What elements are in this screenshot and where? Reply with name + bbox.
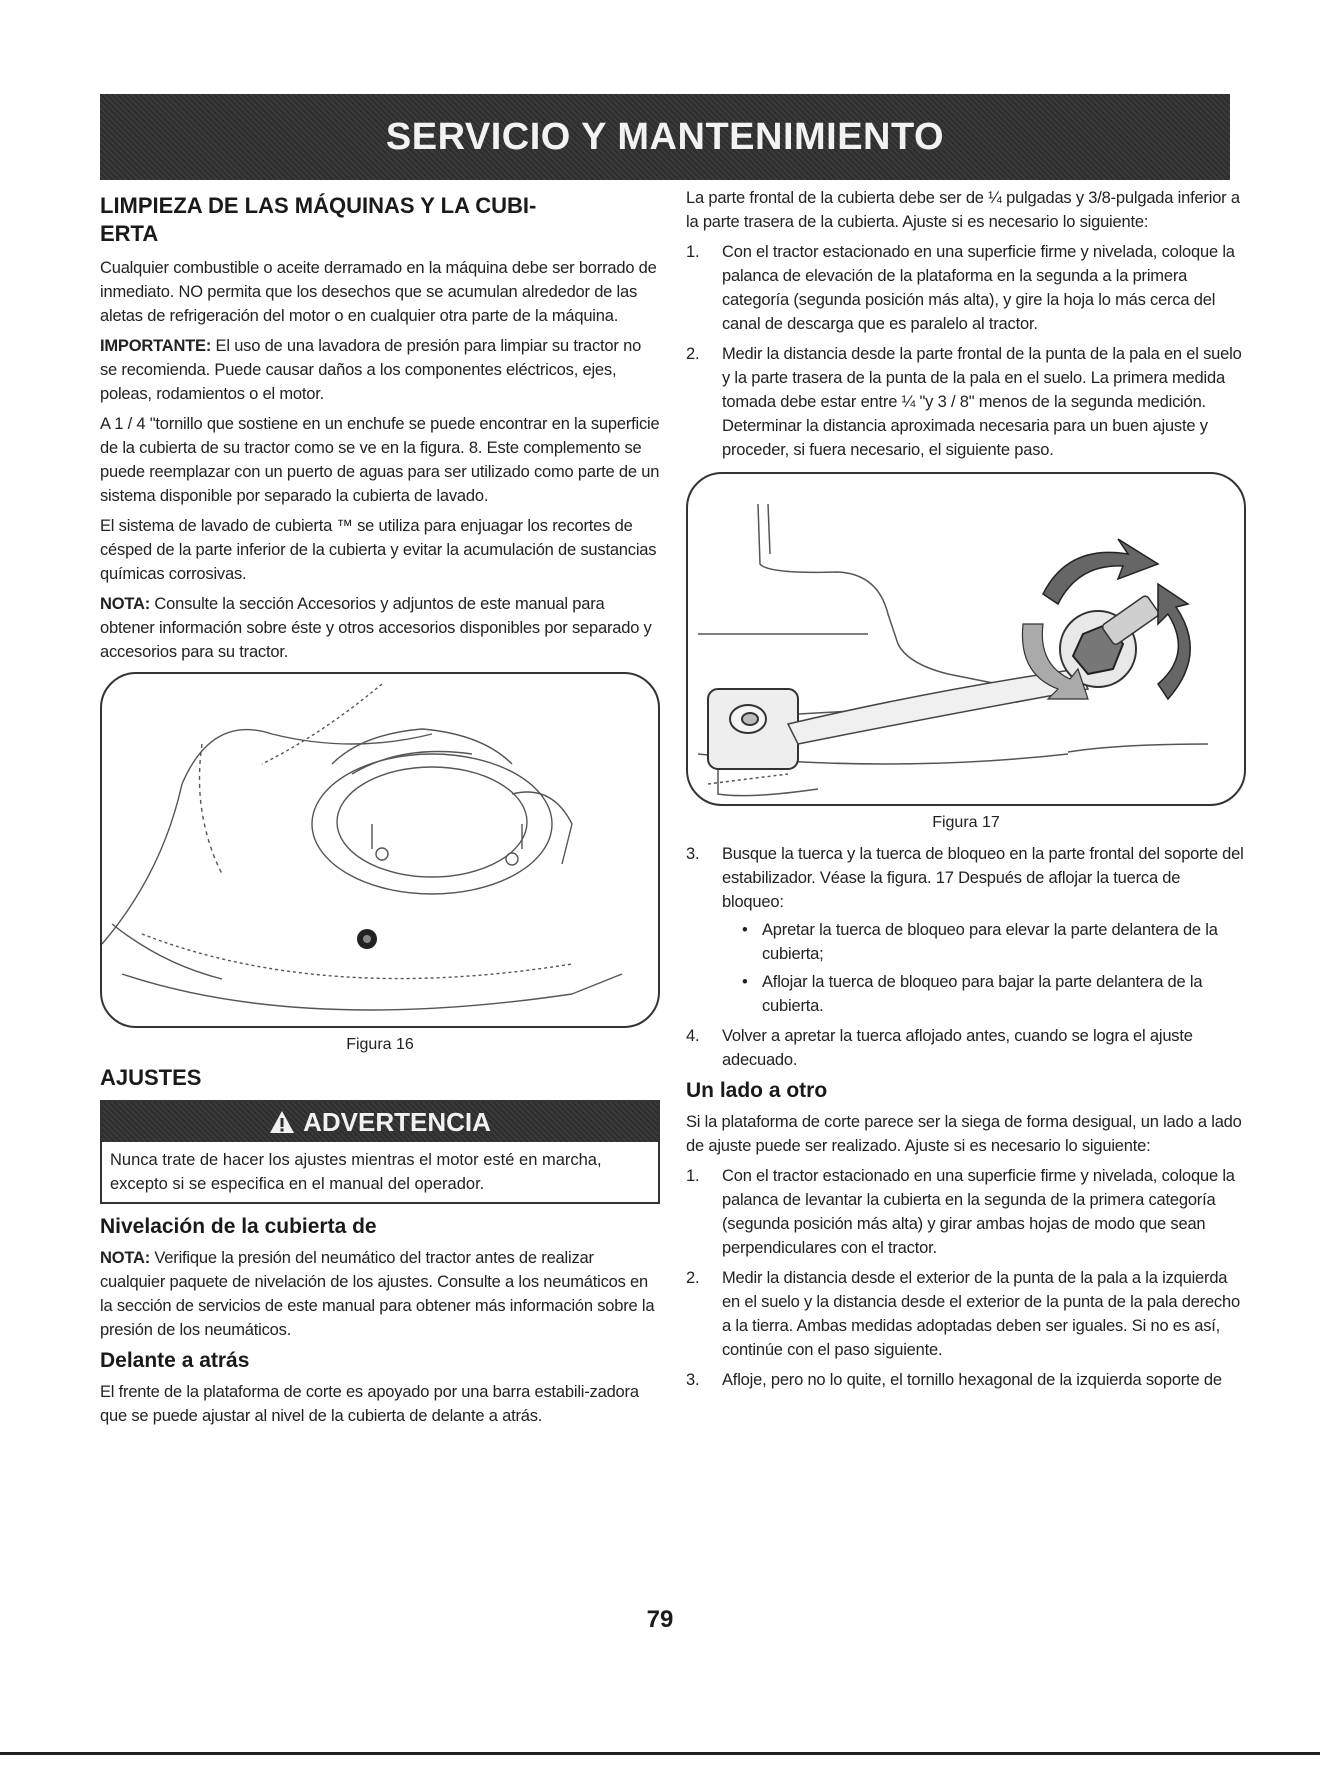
step-text: Con el tractor estacionado en una superficie firme y nivelada, coloque la palanca de elevación de la plataforma en la segunda a la primera categoría (segunda posición más alta), y gire la hoja lo más cerca del canal de descarga que es paralelo al tractor. <box>722 243 1235 333</box>
bullet-text: Aflojar la tuerca de bloqueo para bajar la parte delantera de la cubierta. <box>762 973 1203 1015</box>
step-text: Medir la distancia desde la parte frontal de la punta de la pala en el suelo y la parte trasera de la punta de la pala en el suelo. La primera medida tomada debe estar entre ¼ "y 3 / 8" menos de la segunda medición. Determinar la distancia aproximada necesaria para un buen ajuste y proceder, si fuera necesario, el siguiente paso. <box>722 345 1242 459</box>
figure-17-caption: Figura 17 <box>932 814 1000 831</box>
wash-system-paragraph: El sistema de lavado de cubierta ™ se utiliza para enjuagar los recortes de césped de la parte inferior de la cubierta y evitar la acumulación de sustancias químicas corrosivas. <box>100 517 657 583</box>
mower-deck-drawing <box>102 674 660 1026</box>
list-item <box>686 240 1246 336</box>
list-item <box>722 918 1246 966</box>
left-column <box>100 186 660 1434</box>
step-number: 4. <box>686 1027 700 1045</box>
bullet-text: Apretar la tuerca de bloqueo para elevar la parte delantera de la cubierta; <box>762 921 1218 963</box>
note-paragraph <box>100 592 660 664</box>
figure-17-illustration <box>686 472 1246 806</box>
leveling-note-text: Verifique la presión del neumático del tractor antes de realizar cualquier paquete de nivelación de los ajustes. Consulte a los neumáticos en la sección de servicios de este manual para obtener más información sobre la presión de los neumáticos. <box>100 1249 655 1339</box>
list-item <box>686 1266 1246 1362</box>
side-to-side-steps <box>686 1164 1246 1392</box>
leveling-note-label: NOTA: <box>100 1249 151 1267</box>
list-item <box>722 970 1246 1018</box>
figure-16-illustration <box>100 672 660 1028</box>
stabilizer-bar-drawing <box>688 474 1244 804</box>
warning-header <box>102 1102 658 1142</box>
note-label: NOTA: <box>100 595 151 613</box>
warning-text: Nunca trate de hacer los ajustes mientras el motor esté en marcha, excepto si se especifica en el manual del operador. <box>110 1151 602 1193</box>
step-text: Con el tractor estacionado en una superficie firme y nivelada, coloque la palanca de levantar la cubierta en la segunda de la primera categoría (segunda posición más alta) y girar ambas hojas de modo que sean perpendiculares con el tractor. <box>722 1167 1235 1257</box>
step-text: Afloje, pero no lo quite, el tornillo hexagonal de la izquierda soporte de <box>722 1371 1222 1389</box>
cleaning-paragraph: Cualquier combustible o aceite derramado en la máquina debe ser borrado de inmediato. NO permita que los desechos que se acumulan alrededor de las aletas de refrigeración del motor o en cualquier otra parte de la máquina. <box>100 259 657 325</box>
important-text: El uso de una lavadora de presión para limpiar su tractor no se recomienda. Puede causar daños a los componentes eléctricos, ejes, poleas, rodamientos o el motor. <box>100 337 642 403</box>
leveling-heading: Nivelación de la cubierta de <box>100 1215 377 1238</box>
page-number: 79 <box>646 1606 674 1633</box>
front-back-steps <box>686 240 1246 462</box>
bottom-divider <box>0 1752 1320 1755</box>
step-number: 3. <box>686 845 700 863</box>
list-item <box>686 1164 1246 1260</box>
plug-paragraph: A 1 / 4 "tornillo que sostiene en un enchufe se puede encontrar en la superficie de la cubierta de su tractor como se ve en la figura. 8. Este complemento se puede reemplazar con un puerto de aguas para ser utilizado como parte de un sistema disponible por separado la cubierta de lavado. <box>100 415 660 505</box>
important-paragraph <box>100 334 660 406</box>
step-number: 1. <box>686 1167 700 1185</box>
list-item <box>686 842 1246 1018</box>
warning-title: ADVERTENCIA <box>303 1106 491 1137</box>
step-number: 3. <box>686 1371 700 1389</box>
bullet-glyph: • <box>742 921 748 939</box>
adjustments-heading: AJUSTES <box>100 1065 202 1090</box>
bullet-glyph: • <box>742 973 748 991</box>
important-label: IMPORTANTE: <box>100 337 212 355</box>
step-number: 1. <box>686 243 700 261</box>
warning-triangle-icon <box>269 1110 295 1134</box>
warning-box <box>100 1100 660 1204</box>
section-title: SERVICIO Y MANTENIMIENTO <box>385 115 945 158</box>
stabilizer-steps <box>686 842 1246 1072</box>
front-back-paragraph: El frente de la plataforma de corte es apoyado por una barra estabili-zadora que se puede ajustar al nivel de la cubierta de delante a atrás. <box>100 1383 639 1425</box>
figure-16-caption: Figura 16 <box>346 1036 414 1053</box>
side-to-side-intro: Si la plataforma de corte parece ser la siega de forma desigual, un lado a lado de ajuste puede ser realizado. Ajuste si es necesario lo siguiente: <box>686 1113 1242 1155</box>
step-number: 2. <box>686 1269 700 1287</box>
list-item <box>686 342 1246 462</box>
cleaning-heading: LIMPIEZA DE LAS MÁQUINAS Y LA CUBI- ERTA <box>100 193 537 246</box>
step-text: Busque la tuerca y la tuerca de bloqueo en la parte frontal del soporte del estabilizador. Véase la figura. 17 Después de aflojar la tuerca de bloqueo: <box>722 845 1244 911</box>
list-item <box>686 1024 1246 1072</box>
leveling-note-paragraph <box>100 1246 660 1342</box>
step-number: 2. <box>686 345 700 363</box>
front-back-heading: Delante a atrás <box>100 1349 250 1372</box>
note-text: Consulte la sección Accesorios y adjuntos de este manual para obtener información sobre éste y otros accesorios disponibles por separado y accesorios para su tractor. <box>100 595 652 661</box>
section-banner <box>100 94 1230 180</box>
list-item <box>686 1368 1246 1392</box>
deck-height-intro: La parte frontal de la cubierta debe ser de ¼ pulgadas y 3/8-pulgada inferior a la parte trasera de la cubierta. Ajuste si es necesario lo siguiente: <box>686 189 1240 231</box>
step-text: Volver a apretar la tuerca aflojado antes, cuando se logra el ajuste adecuado. <box>722 1027 1193 1069</box>
side-to-side-heading: Un lado a otro <box>686 1079 828 1102</box>
bullet-list <box>722 918 1246 1018</box>
step-text: Medir la distancia desde el exterior de la punta de la pala a la izquierda en el suelo y la distancia desde el exterior de la punta de la pala derecho a la tierra. Ambas medidas adoptadas deben ser iguales. Si no es así, continúe con el paso siguiente. <box>722 1269 1240 1359</box>
right-column <box>686 186 1246 1398</box>
